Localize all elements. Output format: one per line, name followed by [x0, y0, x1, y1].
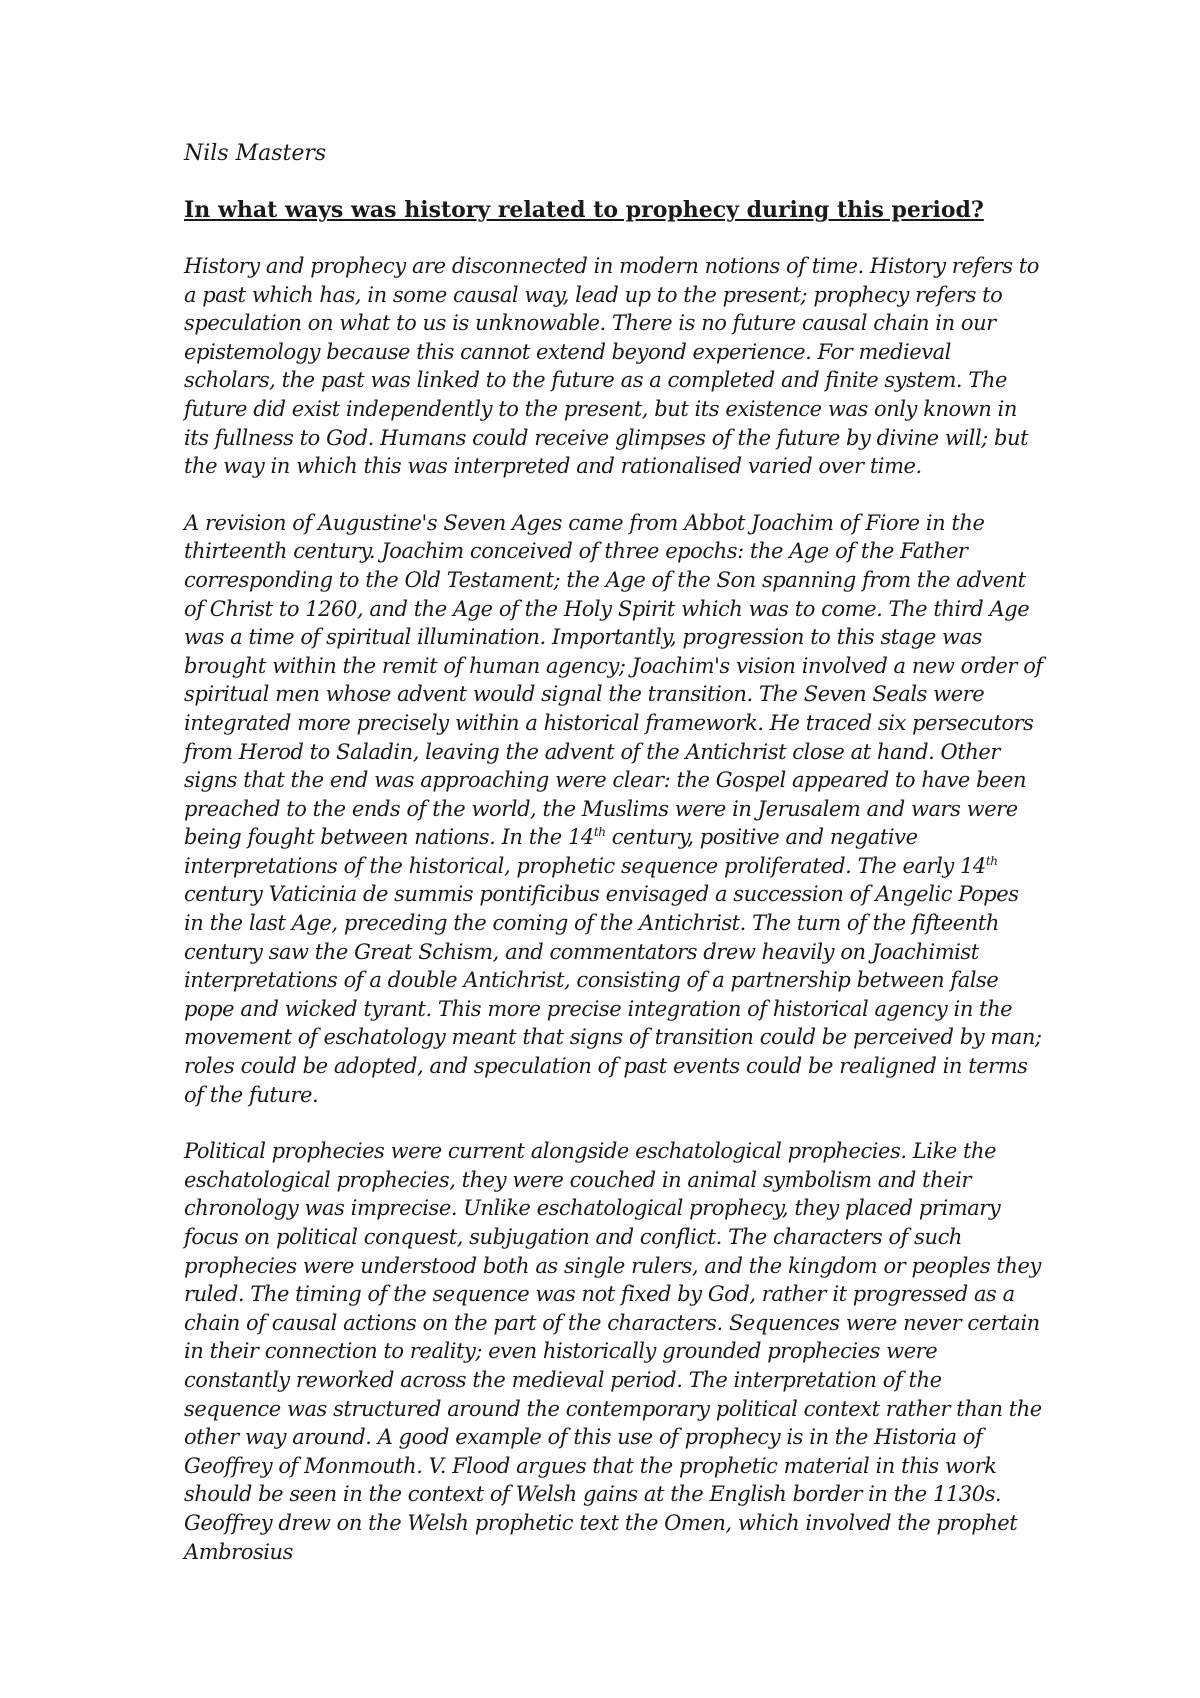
paragraph-2	[184, 509, 1044, 1109]
ordinal-suffix-1: th	[593, 825, 606, 840]
ordinal-suffix-2: th	[985, 853, 998, 868]
document-page	[184, 140, 1044, 1594]
paragraph-2-part-3: century Vaticinia de summis pontificibus envisaged a succession of Angelic Popes in the last Age, preceding the coming of the Antichrist. The turn of the fifteenth century saw the Great Schism, and commentators drew heavily on Joachimist interpretations of a double Antichrist, consisting of a partnership between false pope and wicked tyrant. This more precise integration of historical agency in the movement of eschatology meant that signs of transition could be perceived by man; roles could be adopted, and speculation of past events could be realigned in terms of the future.	[184, 882, 1042, 1107]
author-name: Nils Masters	[184, 141, 327, 166]
paragraph-1: History and prophecy are disconnected in modern notions of time. History refers to a past which has, in some causal way, lead up to the present; prophecy refers to speculation on what to us is unknowable. There is no future causal chain in our epistemology because this cannot extend beyond experience. For medieval scholars, the past was linked to the future as a completed and finite system. The future did exist independently to the present, but its existence was only known in its fullness to God. Humans could receive glimpses of the future by divine will; but the way in which this was interpreted and rationalised varied over time.	[184, 254, 1039, 479]
paragraph-2-part-1: A revision of Augustine's Seven Ages came from Abbot Joachim of Fiore in the thirteenth century. Joachim conceived of three epochs: the Age of the Father corresponding to the Old Testament; the Age of the Son spanning from the advent of Christ to 1260, and the Age of the Holy Spirit which was to come. The third Age was a time of spiritual illumination. Importantly, progression to this stage was brought within the remit of human agency; Joachim's vision involved a new order of spiritual men whose advent would signal the transition. The Seven Seals were integrated more precisely within a historical framework. He traced six persecutors from Herod to Saladin, leaving the advent of the Antichrist close at hand. Other signs that the end was approaching were clear: the Gospel appeared to have been preached to the ends of the world, the Muslims were in Jerusalem and wars were being fought between nations. In the 14	[184, 510, 1043, 850]
essay-title: In what ways was history related to prophecy during this period?	[184, 197, 984, 223]
paragraph-3: Political prophecies were current alongside eschatological prophecies. Like the eschatological prophecies, they were couched in animal symbolism and their chronology was imprecise. Unlike eschatological prophecy, they placed primary focus on political conquest, subjugation and conflict. The characters of such prophecies were understood both as single rulers, and the kingdom or peoples they ruled. The timing of the sequence was not fixed by God, rather it progressed as a chain of causal actions on the part of the characters. Sequences were never certain in their connection to reality; even historically grounded prophecies were constantly reworked across the medieval period. The interpretation of the sequence was structured around the contemporary political context rather than the other way around. A good example of this use of prophecy is in the Historia of Geoffrey of Monmouth. V. Flood argues that the prophetic material in this work should be seen in the context of Welsh gains at the English border in the 1130s. Geoffrey drew on the Welsh prophetic text the Omen, which involved the prophet Ambrosius	[184, 1139, 1042, 1564]
paragraph-2-part-2: century, positive and negative interpretations of the historical, prophetic sequence proliferated. The early 14	[184, 825, 986, 878]
